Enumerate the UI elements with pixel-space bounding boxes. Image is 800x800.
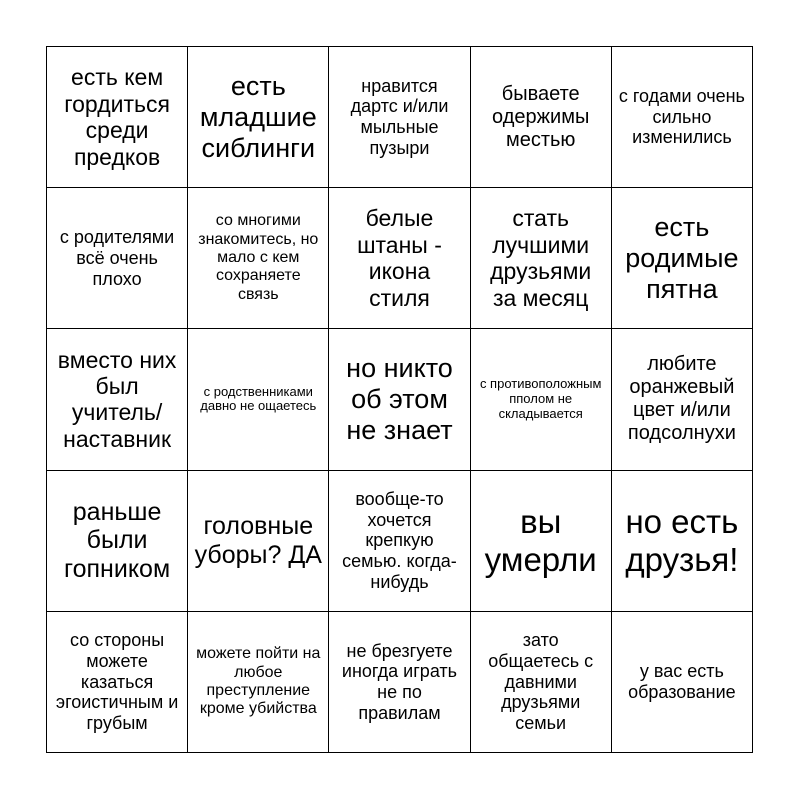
bingo-cell-text: раньше были гопником xyxy=(64,497,171,584)
bingo-cell-text: с годами очень сильно изменились xyxy=(618,86,745,148)
bingo-cell[interactable] xyxy=(47,612,188,753)
bingo-cell-text: можете пойти на любое преступление кроме убийства xyxy=(196,645,321,718)
bingo-cell[interactable] xyxy=(329,612,470,753)
bingo-cell[interactable] xyxy=(471,188,612,329)
bingo-cell[interactable] xyxy=(47,471,188,612)
bingo-cell[interactable] xyxy=(188,612,329,753)
bingo-cell-text: нравится дартс и/или мыльные пузыри xyxy=(350,75,449,158)
bingo-cell[interactable] xyxy=(612,47,753,188)
bingo-cell[interactable] xyxy=(612,471,753,612)
bingo-cell-text: но никто об этом не знает xyxy=(346,352,453,446)
bingo-cell-text: у вас есть образование xyxy=(628,661,736,702)
bingo-cell[interactable] xyxy=(471,47,612,188)
bingo-cell-text: вообще-то хочется крепкую семью. когда-нибудь xyxy=(342,488,457,592)
bingo-cell[interactable] xyxy=(471,612,612,753)
bingo-cell[interactable] xyxy=(329,188,470,329)
bingo-cell-text: белые штаны - икона стиля xyxy=(357,205,442,311)
bingo-cell[interactable] xyxy=(329,47,470,188)
bingo-cell[interactable] xyxy=(47,47,188,188)
bingo-cell[interactable] xyxy=(329,329,470,470)
bingo-cell-text: с родителями всё очень плохо xyxy=(59,227,175,289)
bingo-cell-text: головные уборы? ДА xyxy=(194,511,322,569)
bingo-cell-text: зато общаетесь с давними друзьями семьи xyxy=(488,630,594,733)
bingo-cell-text: но есть друзья! xyxy=(625,502,739,578)
bingo-cell-text: вместо них был учитель/ наставник xyxy=(57,346,177,452)
bingo-cell-text: есть родимые пятна xyxy=(625,211,739,304)
bingo-cell[interactable] xyxy=(612,612,753,753)
bingo-cell-text: стать лучшими друзьями за месяц xyxy=(490,205,592,311)
bingo-cell[interactable] xyxy=(188,471,329,612)
bingo-cell-text: с противоположным пполом не складывается xyxy=(479,376,602,421)
bingo-cell[interactable] xyxy=(329,471,470,612)
bingo-cell-text: бываете одержимы местью xyxy=(492,82,590,151)
bingo-cell[interactable] xyxy=(188,329,329,470)
bingo-cell-text: не брезгуете иногда играть не по правилам xyxy=(341,640,458,723)
bingo-cell[interactable] xyxy=(188,188,329,329)
bingo-cell[interactable] xyxy=(471,329,612,470)
bingo-board xyxy=(46,46,753,753)
bingo-cell[interactable] xyxy=(47,188,188,329)
bingo-cell[interactable] xyxy=(612,329,753,470)
bingo-cell-text: со многими знакомитесь, но мало с кем сохраняете связь xyxy=(198,212,319,303)
bingo-cell-text: вы умерли xyxy=(484,502,597,578)
bingo-cell[interactable] xyxy=(471,471,612,612)
bingo-cell-text: есть кем гордиться среди предков xyxy=(64,64,170,170)
bingo-cell[interactable] xyxy=(188,47,329,188)
bingo-cell-text: с родственниками давно не ощаетесь xyxy=(200,383,317,414)
bingo-cell-text: любите оранжевый цвет и/или подсолнухи xyxy=(627,353,736,445)
bingo-cell-text: есть младшие сиблинги xyxy=(199,70,317,163)
bingo-cell[interactable] xyxy=(47,329,188,470)
bingo-cell-text: со стороны можете казаться эгоистичным и грубым xyxy=(55,630,179,733)
bingo-cell[interactable] xyxy=(612,188,753,329)
